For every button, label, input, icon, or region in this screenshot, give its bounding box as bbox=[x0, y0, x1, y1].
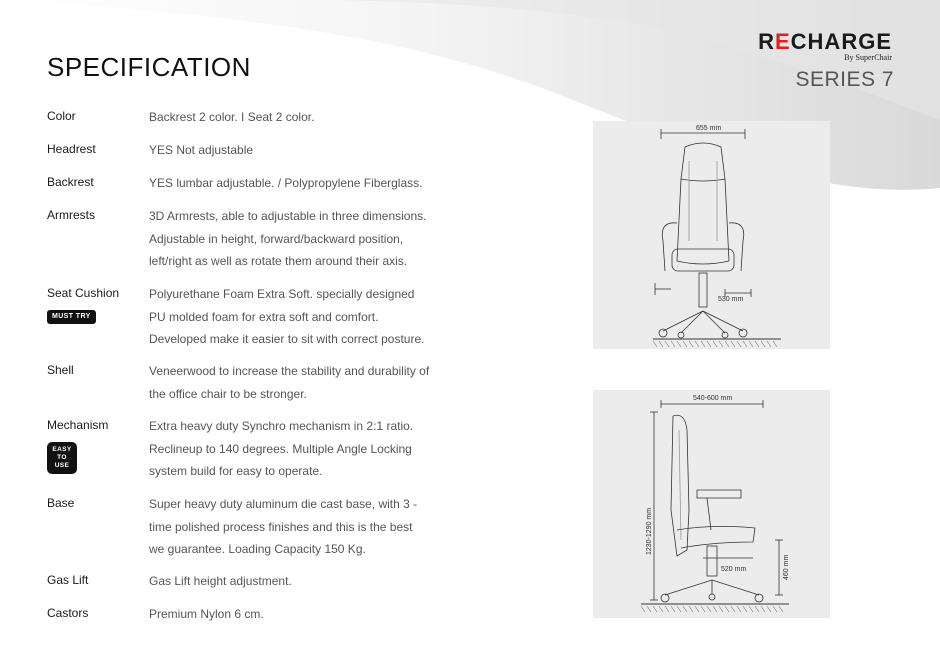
spec-row-backrest bbox=[47, 174, 437, 207]
spec-value: Veneerwood to increase the stability and durability of the office chair to be stronger. bbox=[149, 364, 430, 401]
spec-value: 3D Armrests, able to adjustable in three dimensions. Adjustable in height, forward/backward position, left/right as well as rotate them around their axis. bbox=[149, 209, 427, 268]
spec-label: Shell bbox=[47, 363, 74, 377]
spec-label: Color bbox=[47, 109, 76, 123]
spec-label: Gas Lift bbox=[47, 573, 89, 587]
spec-row-mechanism bbox=[47, 417, 437, 495]
spec-table bbox=[47, 108, 437, 635]
easy-to-use-badge: EASY TO USE bbox=[47, 442, 77, 474]
side-seat-depth-label: 520 mm bbox=[721, 566, 747, 573]
spec-row-shell bbox=[47, 362, 437, 417]
side-view-drawing bbox=[593, 390, 830, 618]
spec-label-wrap bbox=[47, 417, 149, 474]
spec-row-color bbox=[47, 108, 437, 141]
spec-row-seat-cushion bbox=[47, 285, 437, 362]
spec-label: Backrest bbox=[47, 175, 94, 189]
spec-label: Base bbox=[47, 496, 75, 510]
spec-value: Premium Nylon 6 cm. bbox=[149, 607, 264, 621]
spec-value: Polyurethane Foam Extra Soft. specially designed PU molded foam for extra soft and comfort. Developed make it easier to sit with correct posture. bbox=[149, 287, 425, 346]
front-view-diagram bbox=[593, 121, 830, 349]
front-width-label: 655 mm bbox=[696, 125, 722, 132]
brand-logo bbox=[758, 30, 892, 62]
must-try-badge: MUST TRY bbox=[47, 310, 96, 324]
spec-value: YES lumbar adjustable. / Polypropylene Fiberglass. bbox=[149, 176, 423, 190]
spec-label: Headrest bbox=[47, 142, 96, 156]
spec-label-wrap bbox=[47, 285, 149, 324]
side-height-label: 1230-1290 mm bbox=[646, 507, 653, 555]
series-label: SERIES 7 bbox=[795, 68, 894, 91]
spec-row-gas-lift bbox=[47, 572, 437, 605]
spec-row-base bbox=[47, 495, 437, 572]
spec-label: Seat Cushion bbox=[47, 286, 120, 300]
page-title: SPECIFICATION bbox=[47, 52, 251, 82]
front-seat-label: 530 mm bbox=[718, 296, 744, 303]
spec-value: Extra heavy duty Synchro mechanism in 2:1 ratio. Reclineup to 140 degrees. Multiple Angle Locking system build for easy to operate. bbox=[149, 419, 414, 478]
side-depth-label: 540-600 mm bbox=[693, 395, 733, 402]
side-view-diagram bbox=[593, 390, 830, 618]
spec-value: Super heavy duty aluminum die cast base, with 3 - time polished process finishes and this is the best we guarantee. Loading Capacity 150 Kg. bbox=[149, 497, 418, 556]
spec-label: Castors bbox=[47, 606, 89, 620]
spec-label: Armrests bbox=[47, 208, 95, 222]
spec-label: Mechanism bbox=[47, 418, 109, 432]
brand-subtitle: By SuperChair bbox=[844, 53, 892, 62]
spec-value: YES Not adjustable bbox=[149, 143, 254, 157]
side-seat-height-label: 460 mm bbox=[783, 554, 790, 580]
spec-row-castors bbox=[47, 605, 437, 635]
spec-row-armrests bbox=[47, 207, 437, 285]
spec-row-headrest bbox=[47, 141, 437, 174]
front-view-drawing bbox=[593, 121, 830, 349]
brand-name: RECHARGE bbox=[758, 29, 892, 54]
spec-value: Backrest 2 color. I Seat 2 color. bbox=[149, 110, 315, 124]
spec-value: Gas Lift height adjustment. bbox=[149, 574, 292, 588]
